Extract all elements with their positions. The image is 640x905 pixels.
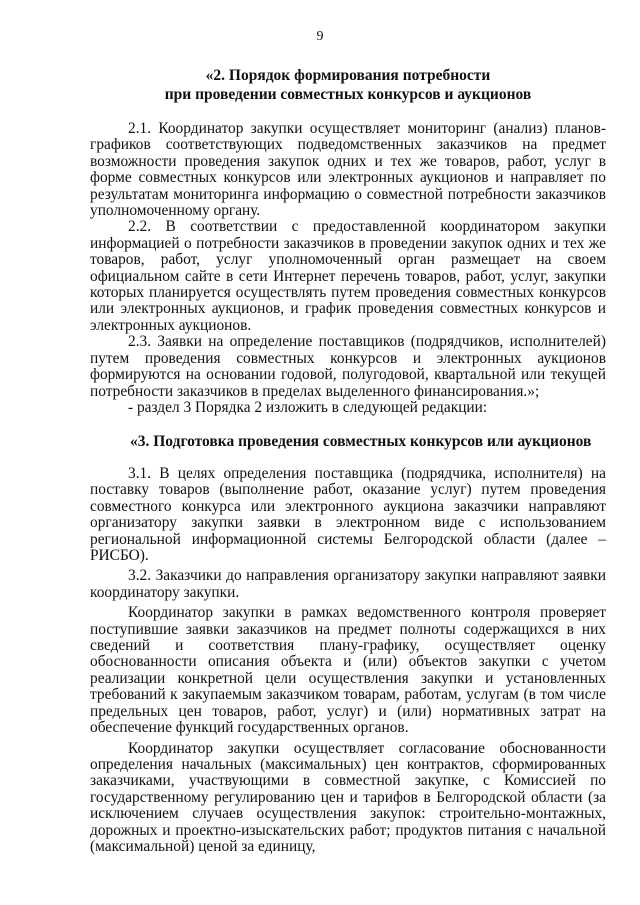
paragraph-coordinator-approval: Координатор закупки осуществляет согласование обоснованности определения начальных (максимальных) цен контрактов, сформированных заказчиками, участвующими в совместной закупке, с Комиссией по государственному регулированию цен и тарифов в Белгородской области (за исключением случаев осуществления закупок: строительно-монтажных, дорожных и проектно-изыскательских работ; продуктов питания с начальной (максимальной) ценой за единицу, <box>90 739 606 855</box>
paragraph-2-2: 2.2. В соответствии с предоставленной координатором закупки информацией о потребности заказчиков в проведении закупок одних и тех же товаров, работ, услуг уполномоченный орган размещает на своем официальном сайте в сети Интернет перечень товаров, работ, услуг, закупки которых планируется осуществлять путем проведения совместных конкурсов или электронных аукционов, и график проведения совместных конкурсов и электронных аукционов. <box>90 218 606 334</box>
paragraph-2-3: 2.3. Заявки на определение поставщиков (подрядчиков, исполнителей) путем проведения совместных конкурсов и электронных аукционов формируются на основании годовой, полугодовой, квартальной или текущей потребности заказчиков в пределах выделенного финансирования.»; <box>90 333 606 400</box>
section-3-title: «3. Подготовка проведения совместных конкурсов или аукционов <box>130 433 592 450</box>
paragraph-3-2: 3.2. Заказчики до направления организатору закупки направляют заявки координатору закупки. <box>90 567 606 601</box>
section-2-title <box>90 66 606 104</box>
section-3-body <box>90 466 606 855</box>
paragraph-3-1: 3.1. В целях определения поставщика (подрядчика, исполнителя) на поставку товаров (выполнение работ, оказание услуг) путем проведения совместного конкурса или электронного аукциона заказчики направляют организатору закупки заявки в электронном виде с использованием региональной информационной системы Белгородской области (далее – РИСБО). <box>90 465 606 565</box>
amendment-note: - раздел 3 Порядка 2 изложить в следующей редакции: <box>128 398 488 416</box>
section-2-title-line-2: при проведении совместных конкурсов и аукционов <box>164 86 532 103</box>
section-2-body <box>90 121 606 416</box>
section-2-title-line-1: «2. Порядок формирования потребности <box>205 67 491 84</box>
page-number: 9 <box>316 29 324 44</box>
paragraph-2-1: 2.1. Координатор закупки осуществляет мониторинг (анализ) планов-графиков соответствующих подведомственных заказчиков на предмет возможности проведения закупок одних и тех же товаров, работ, услуг в форме совместных конкурсов или электронных аукционов и направляет по результатам мониторинга информацию о совместной потребности заказчиков уполномоченному органу. <box>90 120 606 220</box>
paragraph-coordinator-control: Координатор закупки в рамках ведомственного контроля проверяет поступившие заявки заказчиков на предмет полноты содержащихся в них сведений и соответствия плану-графику, осуществляет оценку обоснованности описания объекта и (или) объектов закупки с учетом реализации конкретной цели осуществления закупки и установленных требований к закупаемым заказчиком товарам, работам, услугам (в том числе предельных цен товаров, работ, услуг) и (или) нормативных затрат на обеспечение функций государственных органов. <box>90 604 606 737</box>
